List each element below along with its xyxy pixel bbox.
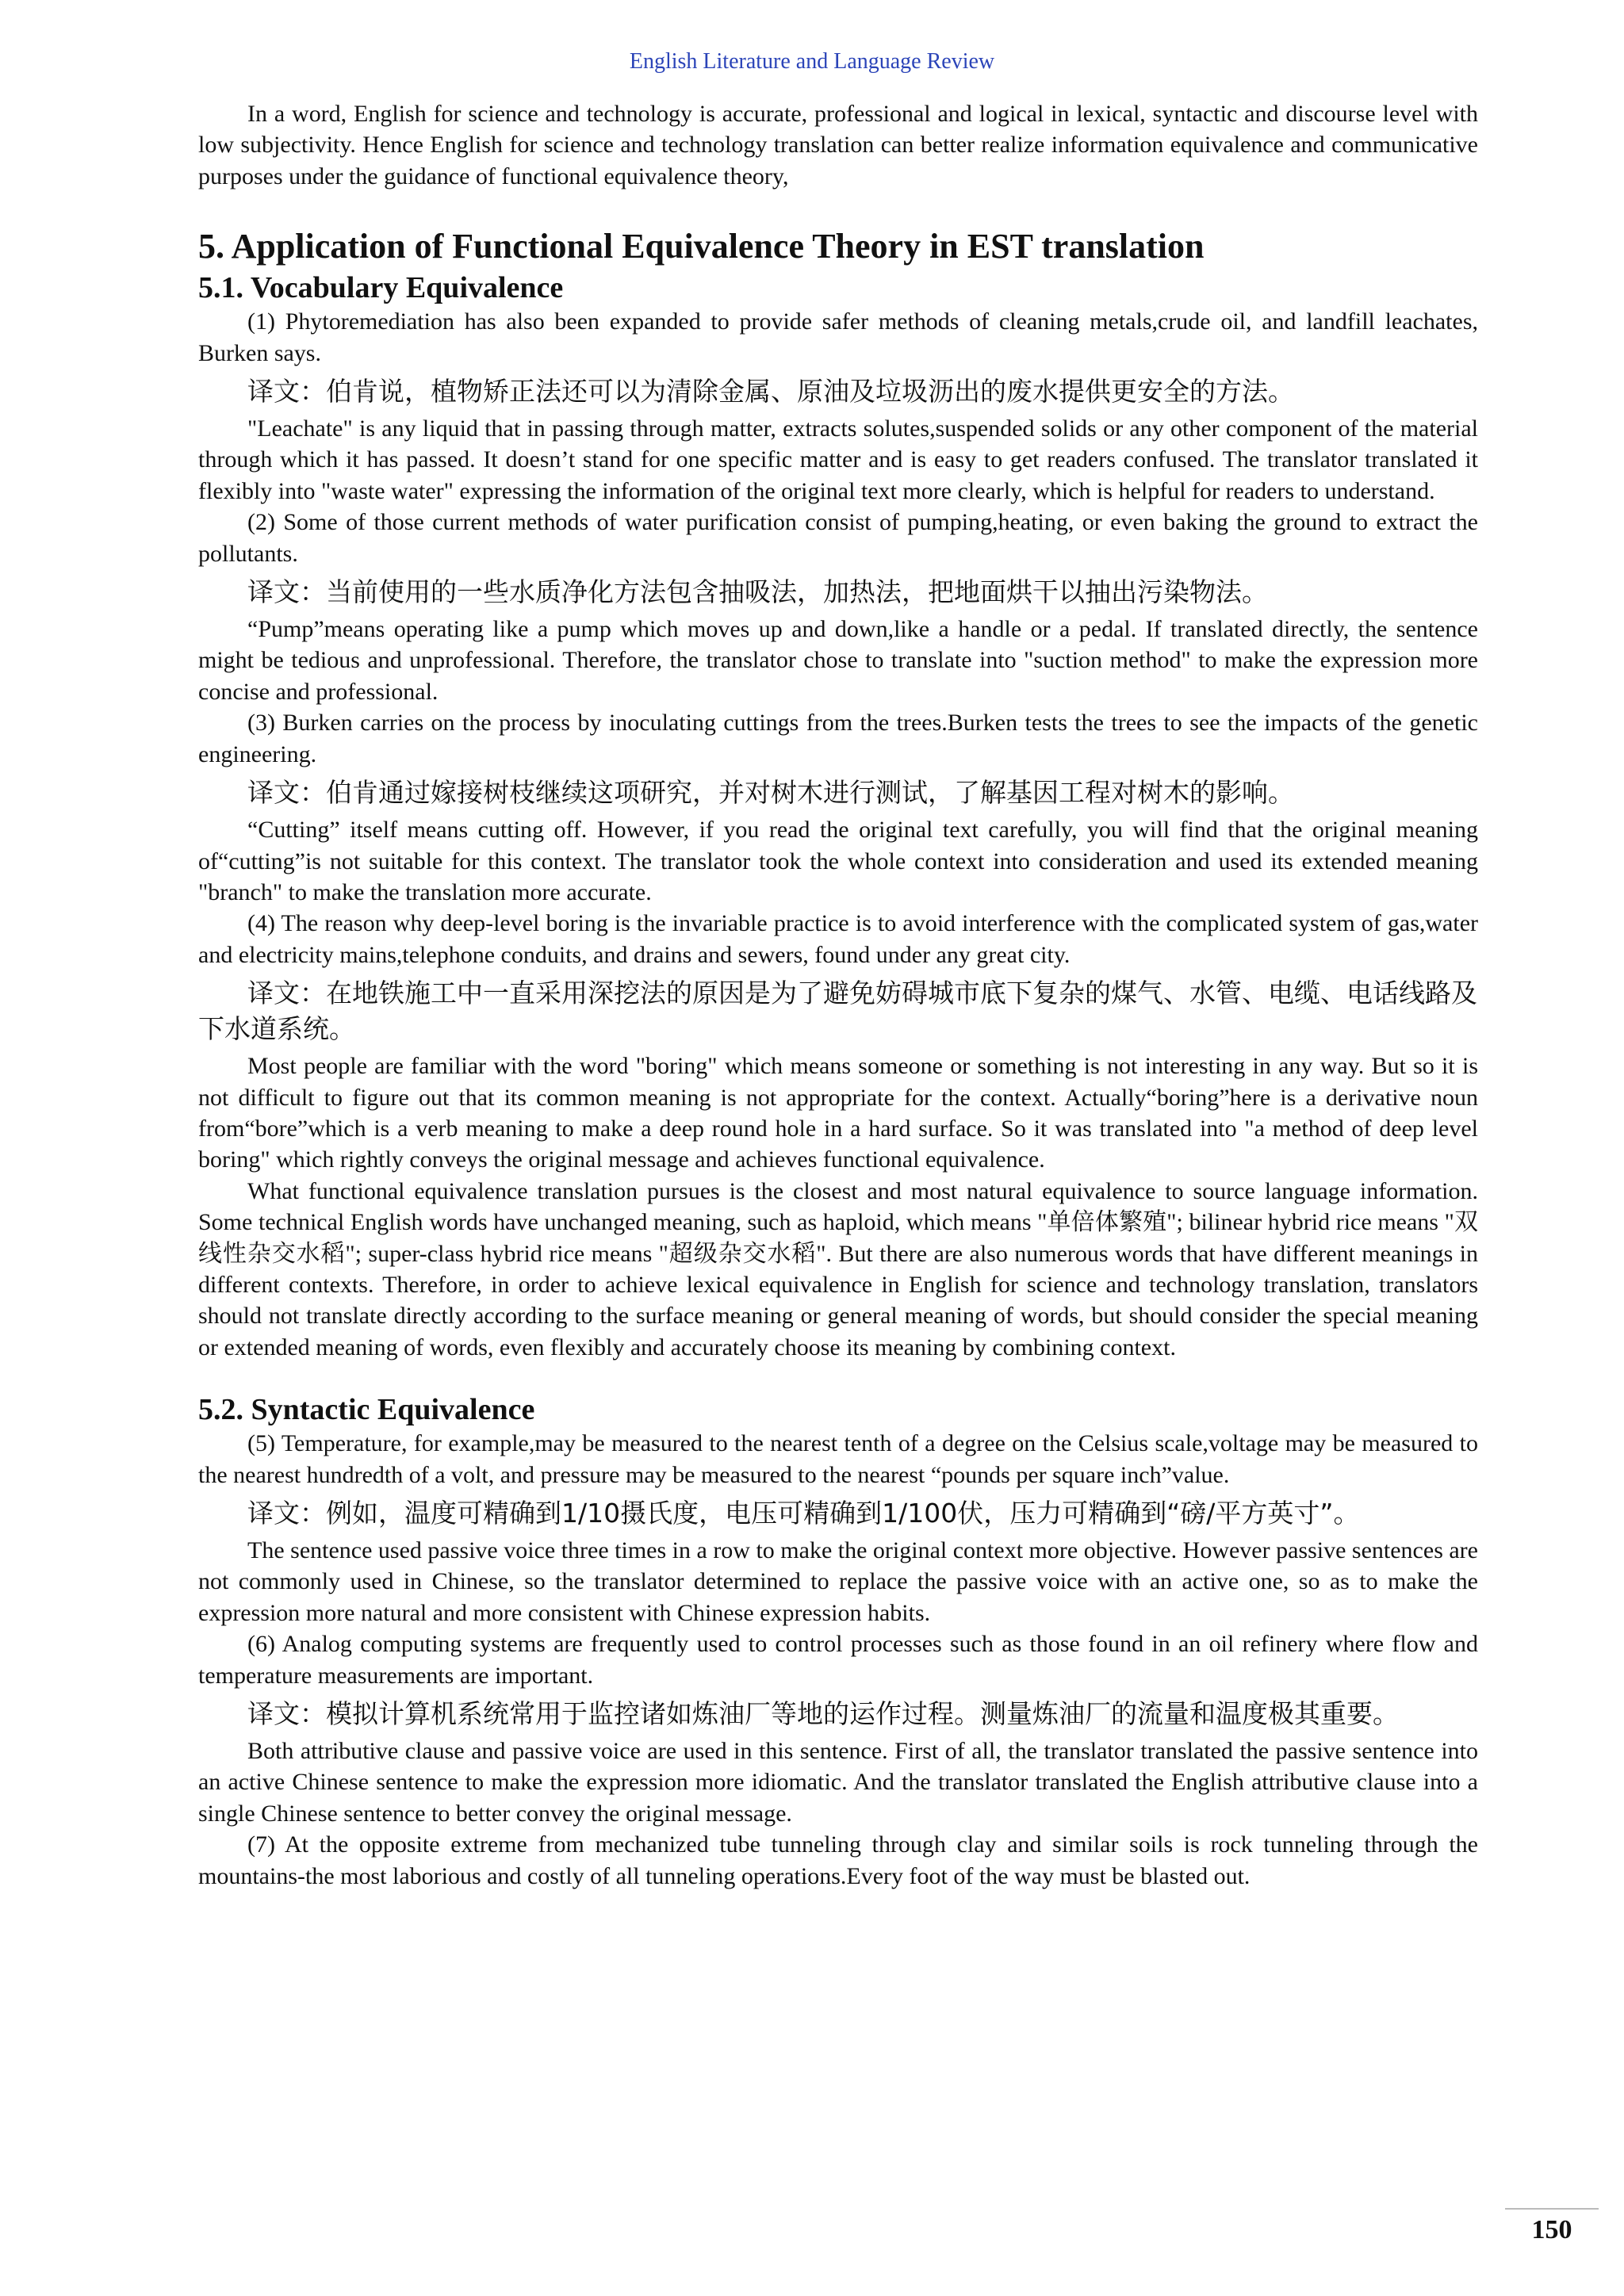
example-6: (6) Analog computing systems are frequently used to control processes such as those found in an oil refinery where flow and temperature measurements are important.: [198, 1631, 1478, 1689]
translation-4: 译文：在地铁施工中一直采用深挖法的原因是为了避免妨碍城市底下复杂的煤气、水管、电缆、电话线路及下水道系统。: [198, 978, 1477, 1045]
section-title: 5. Application of Functional Equivalence Theory in EST translation: [198, 227, 1205, 266]
page-number: 150: [1531, 2215, 1572, 2244]
intro-paragraph: In a word, English for science and technology is accurate, professional and logical in lexical, syntactic and discourse level with low subjectivity. Hence English for science and technology translation can better realize information equivalence and communicative purposes under the guidance of functional equivalence theory,: [198, 101, 1478, 189]
example-1: (1) Phytoremediation has also been expanded to provide safer methods of cleaning metals,crude oil, and landfill leachates, Burken says.: [198, 308, 1478, 366]
example-5: (5) Temperature, for example,may be measured to the nearest tenth of a degree on the Celsius scale,voltage may be measured to the nearest hundredth of a volt, and pressure may be measured to the nearest “pounds per square inch”value.: [198, 1430, 1478, 1488]
subsection-title-vocabulary: 5.1. Vocabulary Equivalence: [198, 271, 564, 305]
journal-header: English Literature and Language Review: [629, 49, 995, 74]
example-7: (7) At the opposite extreme from mechanized tube tunneling through clay and similar soils is rock tunneling through the mountains-the most laborious and costly of all tunneling operations.Every foot of the way must be blasted out.: [198, 1831, 1478, 1889]
translation-2: 译文：当前使用的一些水质净化方法包含抽吸法，加热法，把地面烘干以抽出污染物法。: [247, 576, 1268, 608]
example-2: (2) Some of those current methods of water purification consist of pumping,heating, or even baking the ground to extract the pollutants.: [198, 509, 1478, 567]
commentary-4: Most people are familiar with the word "boring" which means someone or something is not interesting in any way. But so it is not difficult to figure out that its common meaning is not appropriate for the context. Actually“boring”here is a derivative noun from“bore”which is a verb meaning to make a deep round hole in a hard surface. So it was translated into "a method of deep level boring" which rightly conveys the original message and achieves functional equivalence.: [198, 1053, 1478, 1173]
commentary-5: The sentence used passive voice three times in a row to make the original context more objective. However passive sentences are not commonly used in Chinese, so the translator determined to replace the passive voice with an active one, so as to make the expression more natural and more consistent with Chinese expression habits.: [198, 1537, 1478, 1626]
page-number-rule: [1505, 2208, 1599, 2210]
article-body: [198, 98, 1478, 1892]
commentary-1: "Leachate" is any liquid that in passing through matter, extracts solutes,suspended solids or any other component of the material through which it has passed. It doesn’t stand for one specific matter and is easy to get readers confused. The translator translated it flexibly into "waste water" expressing the information of the original text more clearly, which is helpful for readers to understand.: [198, 415, 1478, 504]
example-4: (4) The reason why deep-level boring is the invariable practice is to avoid interference with the complicated system of gas,water and electricity mains,telephone conduits, and drains and sewers, found under any great city.: [198, 910, 1478, 968]
translation-1: 译文：伯肯说，植物矫正法还可以为清除金属、原油及垃圾沥出的废水提供更安全的方法。: [247, 376, 1294, 408]
commentary-3: “Cutting” itself means cutting off. However, if you read the original text carefully, you will find that the original meaning of“cutting”is not suitable for this context. The translator took the whole context into consideration and used its extended meaning "branch" to make the translation more accurate.: [198, 817, 1478, 905]
translation-5: 译文：例如，温度可精确到1/10摄氏度，电压可精确到1/100伏，压力可精确到“磅/平方英寸”。: [247, 1498, 1360, 1529]
subsection-title-syntactic: 5.2. Syntactic Equivalence: [198, 1393, 535, 1427]
example-3: (3) Burken carries on the process by inoculating cuttings from the trees.Burken tests the trees to see the impacts of the genetic engineering.: [198, 710, 1478, 767]
vocabulary-summary: What functional equivalence translation pursues is the closest and most natural equivalence to source language information. Some technical English words have unchanged meaning, such as haploid, which means "单倍体繁殖"; bilinear hybrid rice means "双线性杂交水稻"; super-class hybrid rice means "超级杂交水稻". But there are also numerous words that have different meanings in different contexts. Therefore, in order to achieve lexical equivalence in English for science and technology translation, translators should not translate directly according to the surface meaning or general meaning of words, but should consider the special meaning or extended meaning of words, even flexibly and accurately choose its meaning by combining context.: [198, 1177, 1478, 1360]
translation-6: 译文：模拟计算机系统常用于监控诸如炼油厂等地的运作过程。测量炼油厂的流量和温度极其重要。: [247, 1698, 1399, 1730]
commentary-2: “Pump”means operating like a pump which moves up and down,like a handle or a pedal. If translated directly, the sentence might be tedious and unprofessional. Therefore, the translator chose to translate into "suction method" to make the expression more concise and professional.: [198, 616, 1478, 705]
translation-3: 译文：伯肯通过嫁接树枝继续这项研究，并对树木进行测试，了解基因工程对树木的影响。: [247, 777, 1294, 809]
commentary-6: Both attributive clause and passive voice are used in this sentence. First of all, the translator translated the passive sentence into an active Chinese sentence to make the expression more idiomatic. And the translator translated the English attributive clause into a single Chinese sentence to better convey the original message.: [198, 1738, 1478, 1827]
